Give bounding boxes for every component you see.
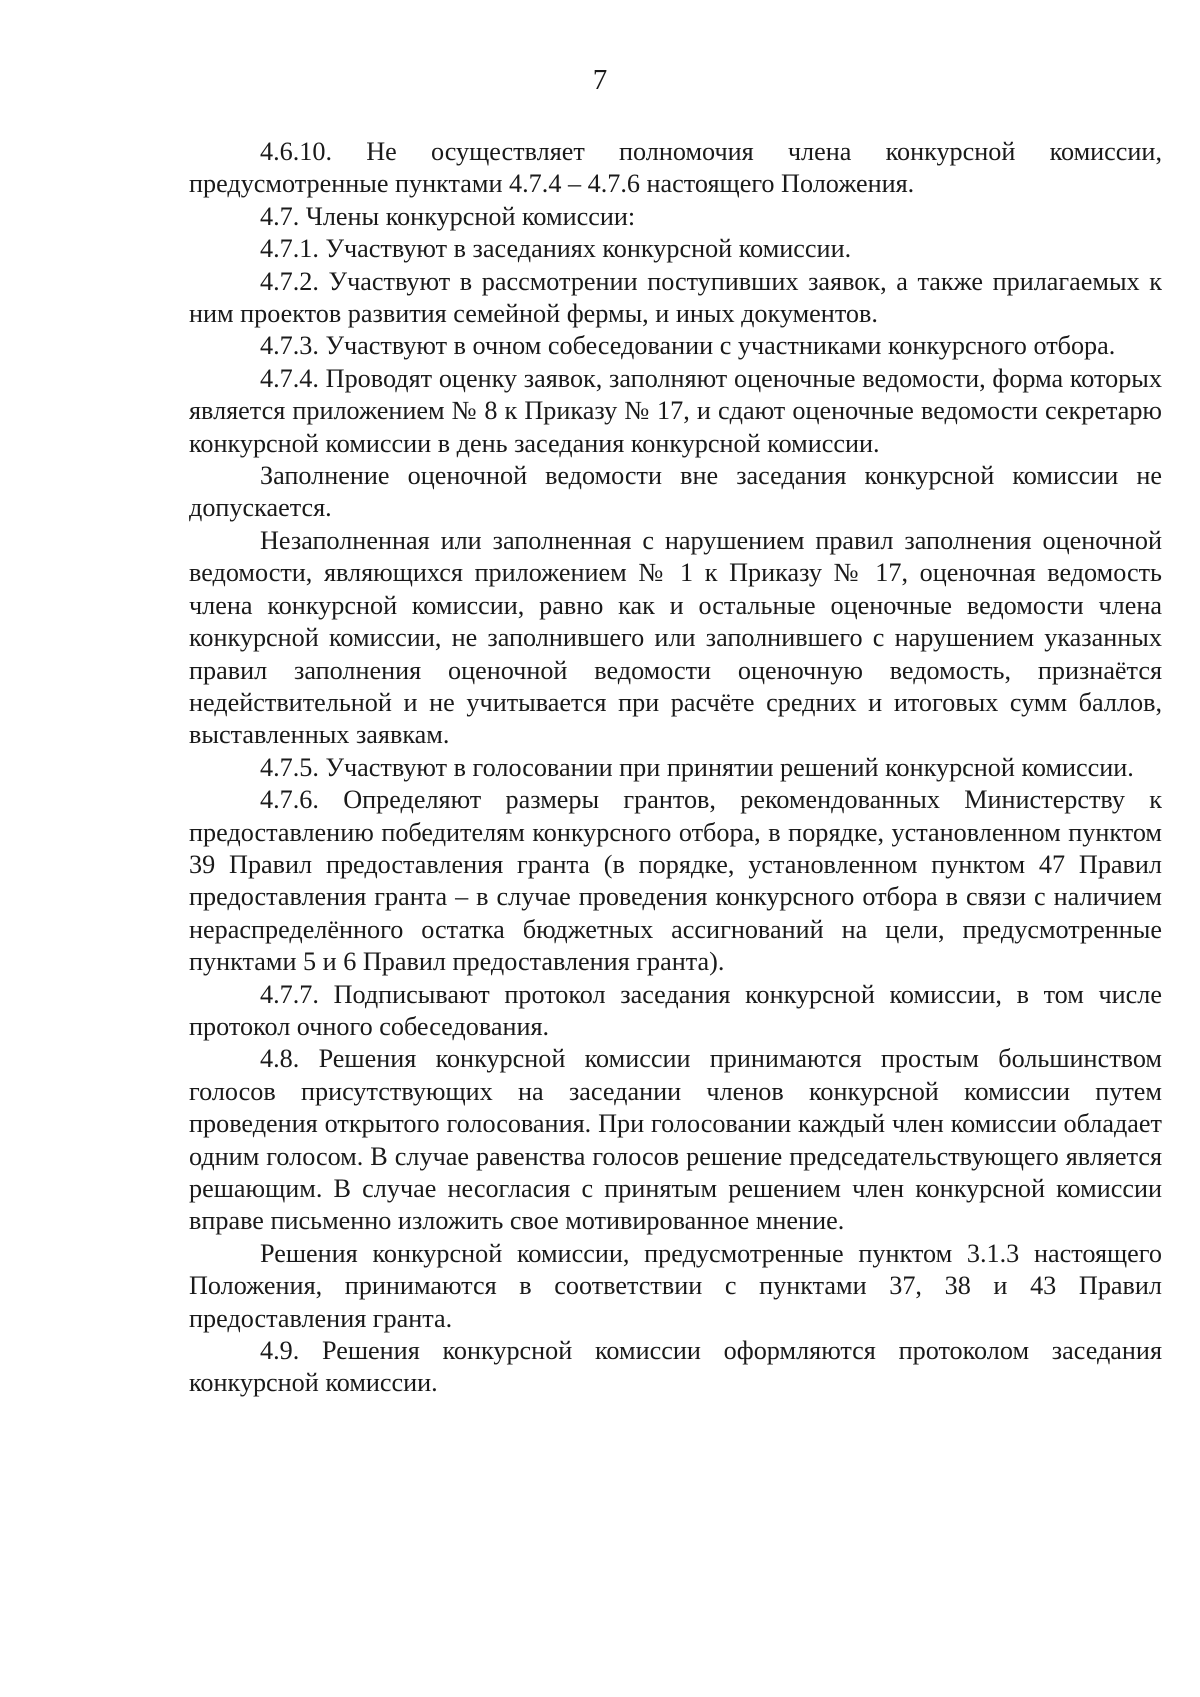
paragraph-4-9: 4.9. Решения конкурсной комиссии оформляются протоколом заседания конкурсной комиссии. — [189, 1336, 1162, 1398]
paragraph-invalid-sheet: Незаполненная или заполненная с нарушением правил заполнения оценочной ведомости, являющихся приложением № 1 к Приказу № 17, оценочная ведомость члена конкурсной комиссии, равно как и остальные оценочные ведомости члена конкурсной комиссии, не заполнившего или заполнившего с нарушением указанных правил заполнения оценочной ведомости оценочную ведомость, признаётся недействительной и не учитывается при расчёте средних и итоговых сумм баллов, выставленных заявкам. — [189, 525, 1162, 750]
paragraph-4-7-1: 4.7.1. Участвуют в заседаниях конкурсной комиссии. — [260, 234, 852, 264]
paragraph-4-7-7: 4.7.7. Подписывают протокол заседания конкурсной комиссии, в том числе протокол очного собеседования. — [189, 979, 1162, 1041]
paragraph-filling-restriction: Заполнение оценочной ведомости вне заседания конкурсной комиссии не допускается. — [189, 461, 1162, 523]
paragraph-4-7-5: 4.7.5. Участвуют в голосовании при принятии решений конкурсной комиссии. — [260, 752, 1134, 782]
paragraph-4-7: 4.7. Члены конкурсной комиссии: — [260, 201, 636, 231]
paragraph-4-6-10: 4.6.10. Не осуществляет полномочия члена конкурсной комиссии, предусмотренные пунктами 4.7.4 – 4.7.6 настоящего Положения. — [189, 137, 1162, 199]
paragraph-4-7-6: 4.7.6. Определяют размеры грантов, рекомендованных Министерству к предоставлению победителям конкурсного отбора, в порядке, установленном пунктом 39 Правил предоставления гранта (в порядке, установленном пунктом 47 Правил предоставления гранта – в случае проведения конкурсного отбора в связи с наличием нераспределённого остатка бюджетных ассигнований на цели, предусмотренные пунктами 5 и 6 Правил предоставления гранта). — [189, 785, 1162, 977]
document-body — [189, 136, 1162, 1400]
paragraph-decisions-3-1-3: Решения конкурсной комиссии, предусмотренные пунктом 3.1.3 настоящего Положения, принимаются в соответствии с пунктами 37, 38 и 43 Правил предоставления гранта. — [189, 1238, 1162, 1333]
paragraph-4-7-2: 4.7.2. Участвуют в рассмотрении поступивших заявок, а также прилагаемых к ним проектов развития семейной фермы, и иных документов. — [189, 266, 1162, 329]
page-number: 7 — [592, 64, 608, 96]
paragraph-4-7-3: 4.7.3. Участвуют в очном собеседовании с участниками конкурсного отбора. — [260, 331, 1116, 361]
paragraph-4-7-4: 4.7.4. Проводят оценку заявок, заполняют оценочные ведомости, форма которых является приложением № 8 к Приказу № 17, и сдают оценочные ведомости секретарю конкурсной комиссии в день заседания конкурсной комиссии. — [189, 363, 1162, 458]
paragraph-4-8: 4.8. Решения конкурсной комиссии принимаются простым большинством голосов присутствующих на заседании членов конкурсной комиссии путем проведения открытого голосования. При голосовании каждый член комиссии обладает одним голосом. В случае равенства голосов решение председательствующего является решающим. В случае несогласия с принятым решением член конкурсной комиссии вправе письменно изложить свое мотивированное мнение. — [189, 1044, 1162, 1236]
